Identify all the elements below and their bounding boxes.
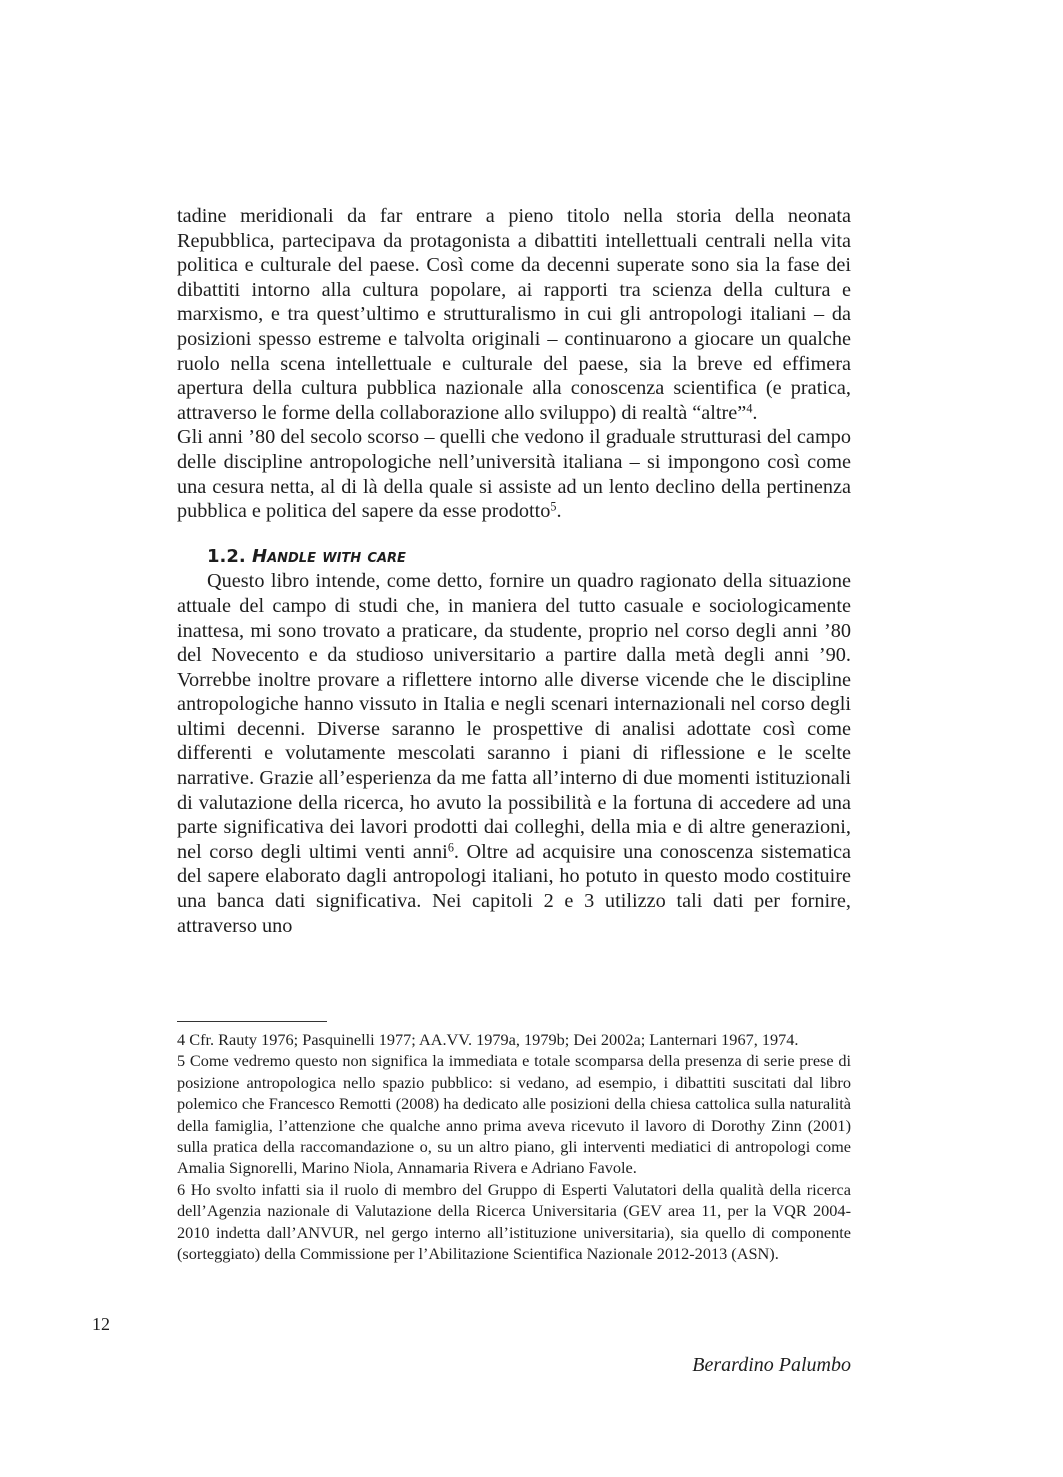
footnote — [177, 1029, 851, 1050]
paragraph-text: Questo libro intende, come detto, fornire un quadro ragionato della situazione attuale del campo di studi che, in maniera del tutto casuale e sociologicamente inattesa, mi sono trovato a praticare, da studente, proprio nel corso degli anni ’80 del Novecento e da studioso universitario a partire dalla metà degli anni ’90. Vorrebbe inoltre provare a riflettere intorno alle diverse vicende che le discipline antropologiche hanno vissuto in Italia e negli scenari internazionali nel corso degli ultimi decenni. Diverse saranno le prospettive di analisi adottate così come differenti e volutamente mescolati saranno i piani di riflessione e le scelte narrative. Grazie all’esperienza da me fatta all’interno di due momenti istituzionali di valutazione della ricerca, ho avuto la possibilità e la fortuna di accedere ad una parte significativa dei lavori prodotti dai colleghi, della mia e di altre generazioni, nel corso degli ultimi venti anni — [177, 570, 851, 863]
section-title: Handle with care — [252, 545, 406, 567]
footnote-divider — [177, 1021, 327, 1022]
footnote — [177, 1050, 851, 1178]
paragraph-text: . Oltre ad acquisire una conoscenza sistematica del sapere elaborato dagli antropologi italiani, ho potuto in questo modo costituire una banca dati significativa. Nei capitoli 2 e 3 utilizzo tali dati per fornire, attraverso uno — [177, 840, 851, 937]
section-number: 1.2. — [207, 545, 246, 567]
paragraph-punct: . — [556, 500, 562, 523]
footnote-text: Ho svolto infatti sia il ruolo di membro del Gruppo di Esperti Valutatori della qualità della ricerca dell’Agenzia nazionale di Valutazione della Ricerca Universitaria (GEV area 11, per la VQR 2004-2010 indetta dall’ANVUR, nel gergo interno all’istituzione universitaria), sia quello di componente (sorteggiato) della Commissione per l’Abilitazione Scientifica Nazionale 2012-2013 (ASN). — [177, 1179, 852, 1264]
section-heading — [207, 545, 851, 570]
footnote-text: Come vedremo questo non significa la immediata e totale scomparsa della presenza di serie prese di posizione antropologica nello spazio pubblico: si vedano, ad esempio, i dibattiti suscitati dal libro polemico che Francesco Remotti (2008) ha dedicato alle posizioni della chiesa cattolica sulla naturalità della famiglia, l’attenzione che qualche anno prima aveva ricevuto il lavoro di Dorothy Zinn (2001) sulla pratica della raccomandazione o, su un altro piano, gli interventi mediatici di antropologi come Amalia Signorelli, Marino Niola, Annamaria Rivera e Adriano Favole. — [177, 1051, 851, 1178]
paragraph — [177, 425, 851, 523]
paragraph — [177, 204, 851, 425]
running-footer-author: Berardino Palumbo — [692, 1354, 851, 1376]
paragraph-punct: . — [752, 401, 758, 424]
footnote-number: 5 — [177, 1051, 186, 1071]
footnote — [177, 1179, 851, 1265]
footnote-ref-6[interactable]: 6 — [447, 840, 454, 855]
paragraph-text: tadine meridionali da far entrare a pieno titolo nella storia della neonata Repubblica, partecipava da protagonista a dibattiti intellettuali centrali nella vita politica e culturale del paese. Così come da decenni superate sono sia la fase dei dibattiti intorno alla cultura popolare, ai rapporti tra scienza della cultura e marxismo, e tra quest’ultimo e strutturalismo in cui gli antropologi italiani – da posizioni spesso estreme e talvolta originali – continuarono a giocare un qualche ruolo nella scena intellettuale e culturale del paese, sia la breve ed effimera apertura della cultura pubblica nazionale alla conoscenza scientifica (e pratica, attraverso le forme della collaborazione allo sviluppo) di realtà “altre” — [177, 205, 851, 424]
footnote-text: Cfr. Rauty 1976; Pasquinelli 1977; AA.VV. 1979a, 1979b; Dei 2002a; Lanternari 1967, 1974. — [189, 1030, 799, 1049]
footnote-ref-4[interactable]: 4 — [746, 401, 753, 416]
body-text — [177, 204, 851, 938]
footnote-number: 6 — [177, 1179, 186, 1199]
page-number: 12 — [92, 1314, 110, 1334]
paragraph-text: Gli anni ’80 del secolo scorso – quelli che vedono il graduale strutturasi del campo delle discipline antropologiche nell’università italiana – si impongono così come una cesura netta, al di là della quale si assiste ad un lento declino della pertinenza pubblica e politica del sapere da esse prodotto — [177, 426, 851, 523]
footnote-number: 4 — [177, 1030, 186, 1049]
footnote-ref-5[interactable]: 5 — [550, 499, 557, 514]
footnotes — [177, 1029, 851, 1264]
paragraph — [177, 569, 851, 938]
